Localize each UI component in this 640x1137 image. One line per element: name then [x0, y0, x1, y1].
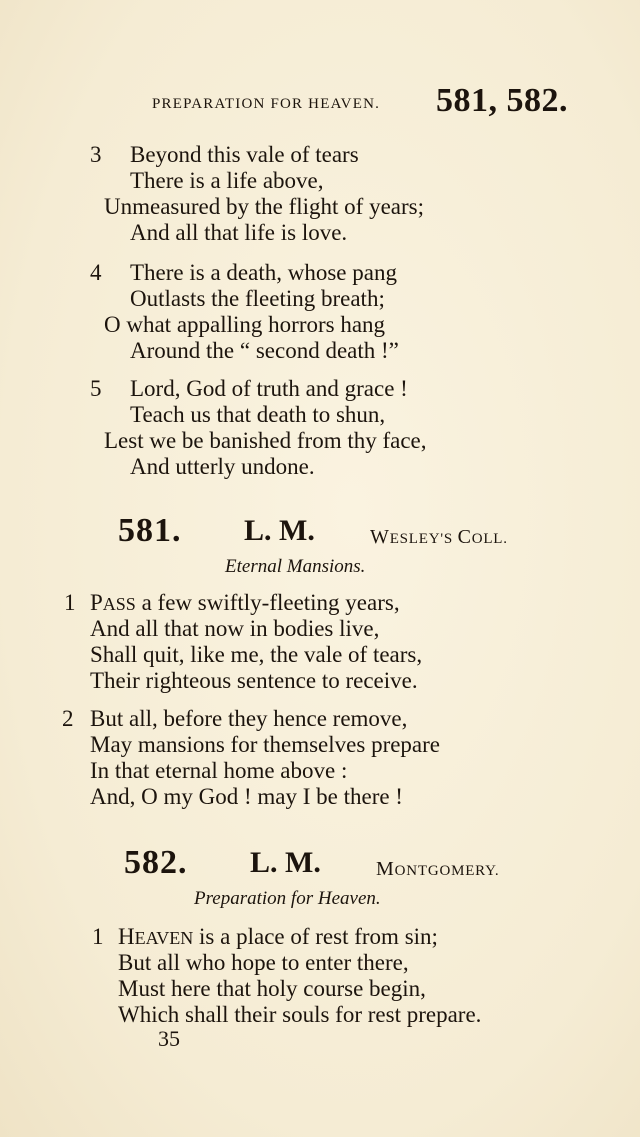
verse-line: And, O my God ! may I be there ! — [90, 784, 403, 809]
stanza-number: 2 — [62, 706, 74, 731]
verse-line: Beyond this vale of tears — [130, 142, 359, 167]
hymn-meter: L. M. — [250, 846, 321, 879]
verse-line: And all that now in bodies live, — [90, 616, 380, 641]
page-number: 35 — [158, 1026, 180, 1051]
hymn-number: 582. — [124, 844, 188, 881]
stanza-number: 4 — [90, 260, 102, 285]
stanza-number: 1 — [64, 590, 76, 615]
stanza-number: 3 — [90, 142, 102, 167]
verse-line: Shall quit, like me, the vale of tears, — [90, 642, 423, 667]
verse-line: Which shall their souls for rest prepare. — [118, 1002, 482, 1027]
hymn-author: MONTGOMERY. — [376, 858, 500, 880]
running-hymn-numbers: 581, 582. — [436, 82, 568, 119]
verse-line: There is a death, whose pang — [130, 260, 397, 285]
verse-line: But all who hope to enter there, — [118, 950, 409, 975]
verse-line: And all that life is love. — [130, 220, 348, 245]
verse-line: O what appalling horrors hang — [104, 312, 386, 337]
hymn-author: WESLEY'S COLL. — [370, 526, 508, 548]
verse-line: Teach us that death to shun, — [130, 402, 386, 427]
verse-line: Lord, God of truth and grace ! — [130, 376, 408, 401]
verse-line: Their righteous sentence to receive. — [90, 668, 418, 693]
verse-line: May mansions for themselves prepare — [90, 732, 441, 757]
verse-line: And utterly undone. — [130, 454, 315, 479]
hymn-title: Eternal Mansions. — [225, 556, 366, 577]
verse-line: Around the “ second death !” — [130, 338, 399, 363]
verse-line: But all, before they hence remove, — [90, 706, 408, 731]
verse-line: Unmeasured by the flight of years; — [104, 194, 424, 219]
verse-line: In that eternal home above : — [90, 758, 348, 783]
verse-line: PASS a few swiftly-fleeting years, — [90, 590, 400, 615]
hymn-title: Preparation for Heaven. — [194, 888, 381, 909]
stanza-number: 1 — [92, 924, 104, 949]
verse-line: Lest we be banished from thy face, — [104, 428, 427, 453]
verse-line: Must here that holy course begin, — [118, 976, 426, 1001]
verse-line: HEAVEN is a place of rest from sin; — [118, 924, 438, 949]
hymn-meter: L. M. — [244, 514, 315, 547]
verse-line: Outlasts the fleeting breath; — [130, 286, 385, 311]
stanza-number: 5 — [90, 376, 102, 401]
verse-line: There is a life above, — [130, 168, 324, 193]
running-title: PREPARATION FOR HEAVEN. — [152, 96, 381, 112]
hymn-number: 581. — [118, 512, 182, 549]
